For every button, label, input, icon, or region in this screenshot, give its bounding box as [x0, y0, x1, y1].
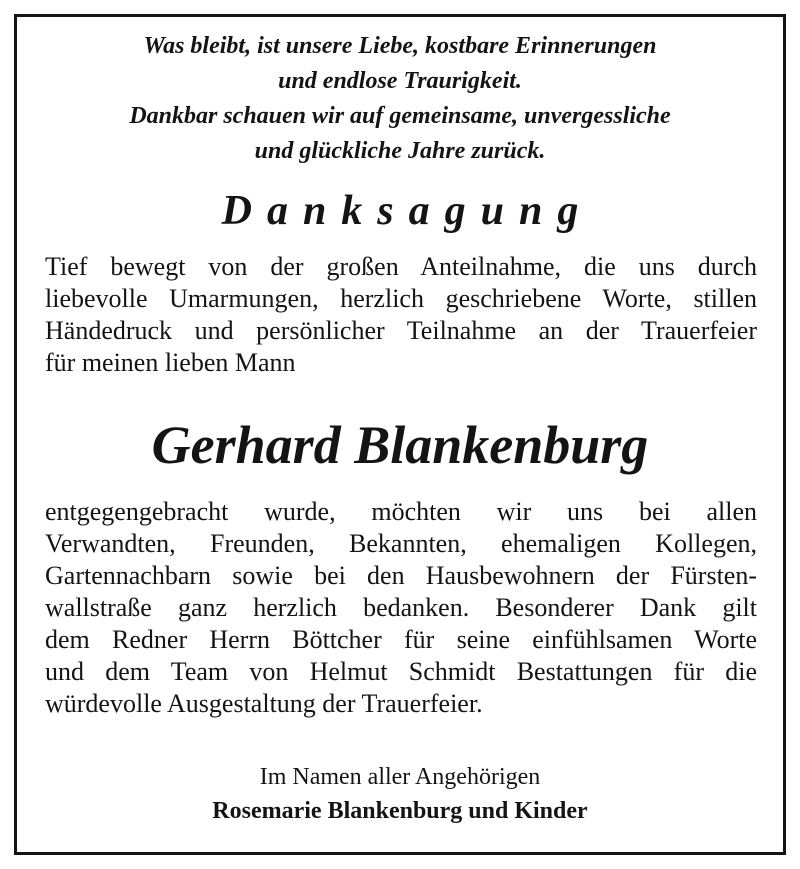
paragraph-line: für meinen lieben Mann [45, 348, 296, 377]
deceased-name: Gerhard Blankenburg [151, 415, 649, 475]
paragraph-line: würdevolle Ausgestaltung der Trauerfeier. [45, 689, 483, 718]
notice-heading: Danksagung [221, 188, 594, 234]
motto-line: Was bleibt, ist unsere Liebe, kostbare Erinnerungen [143, 33, 657, 59]
paragraph-line: Verwandten, Freunden, Bekannten, ehemaligen Kollegen, [45, 529, 757, 558]
thanks-paragraph-intro [45, 251, 757, 379]
paragraph-line: Gartennachbarn sowie bei den Hausbewohnern der Fürsten- [45, 561, 757, 590]
paragraph-line: liebevolle Umarmungen, herzlich geschriebene Worte, stillen [45, 284, 757, 313]
motto-line: und endlose Traurigkeit. [278, 68, 522, 94]
paragraph-line: Händedruck und persönlicher Teilnahme an der Trauerfeier [45, 316, 757, 345]
motto-line: und glückliche Jahre zurück. [254, 138, 546, 164]
motto-line: Dankbar schauen wir auf gemeinsame, unvergessliche [129, 103, 671, 129]
paragraph-line: dem Redner Herrn Böttcher für seine einfühlsamen Worte [45, 625, 757, 654]
paragraph-line: entgegengebracht wurde, möchten wir uns bei allen [45, 497, 757, 526]
paragraph-line: wallstraße ganz herzlich bedanken. Besonderer Dank gilt [45, 593, 757, 622]
signoff-signers: Rosemarie Blankenburg und Kinder [212, 798, 588, 824]
signoff-intro: Im Namen aller Angehörigen [259, 764, 541, 790]
thanks-paragraph-main [45, 496, 757, 720]
paragraph-line: und dem Team von Helmut Schmidt Bestattungen für die [45, 657, 757, 686]
paragraph-line: Tief bewegt von der großen Anteilnahme, die uns durch [45, 252, 757, 281]
memorial-motto [0, 29, 800, 169]
signoff [0, 760, 800, 828]
